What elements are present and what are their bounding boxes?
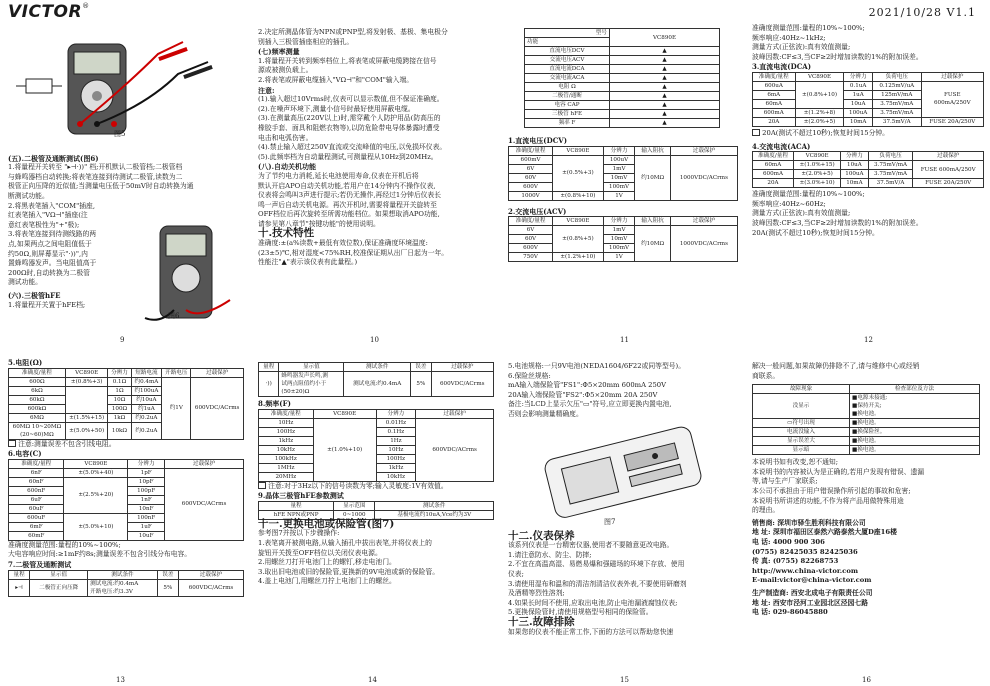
col2-intro <box>258 28 498 47</box>
resistance-table: 准确度/量程 VC890E 分辨力 短路电流 开路电压 过载保护 600Ω ±(0.8%+3) 0.1Ω 约0.4mA 约1V 600VDC/ACrms 6kΩ 1Ω 约100uA 60kΩ 10Ω 约10uA 600kΩ 100Ω 约1uA 6MΩ ±(1.5%+15) 1kΩ 约0.2uA 60MΩ 10~20MΩ (20~60)MΩ ±(5.0%+50) 10kΩ 约0.2uA <box>8 368 244 440</box>
text-line: 请参见第八章节"按键功能"的使用说明。 <box>258 219 380 228</box>
text-line: 电击和电弧伤害。 <box>258 133 313 142</box>
page-12 <box>752 24 984 238</box>
text-line: 6.保险丝规格: <box>508 371 551 380</box>
text-line: (23±5)℃,相对湿度<75%RH,校准保证期从出厂日起为一年。 <box>258 248 449 257</box>
page-13 <box>8 358 244 597</box>
warning-icon <box>752 129 760 136</box>
text-line: 解决一般问题,如果故障仍排除不了,请与维修中心或经销 <box>752 362 920 370</box>
section-tech-body <box>258 239 498 268</box>
table-row: ▭符号出现 ■换电池。 <box>753 419 980 428</box>
page-number: 10 <box>370 336 379 344</box>
aca-table: 准确度/量程 VC890E 分辨力 负荷电压 过载保护 60mA ±(1.0%+15) 10uA 3.75mV/mA FUSE 600mA/250V 600mA ±(2.0%+5) 100uA 3.75mV/mA 20A ±(3.0%+10) 10mA 37.5mV/A FUSE 20A/250V <box>752 151 984 188</box>
page-16 <box>752 362 984 618</box>
multimeter-figure-5 <box>8 24 244 144</box>
text-line: E-mail:victor@china-victor.com <box>752 576 872 585</box>
text-line: 及酒精等烈性溶剂; <box>508 589 565 598</box>
figure-7-caption: 图7 <box>604 518 616 526</box>
function-table: 型号 VC890E 功能 直流电压DCV ▲ 交流电压ACV ▲ 直流电流DCA ▲ 交流电流ACA ▲ 电阻 Ω ▲ 二极管/通断 ▲ 电容 CAP ▲ 三极管 hFE ▲ 频率 F ▲ <box>524 28 720 128</box>
dca-note: 20A(测试不超过10秒);恢复时间15分钟。 <box>752 129 984 139</box>
section-7-title: (七)频率测量 <box>258 47 300 57</box>
text-line: 测量方式(正弦波):真有效值测量; <box>752 43 851 52</box>
page-14 <box>258 362 498 587</box>
frequency-table: 准确度/量程 VC890E 分辨力 过载保护 10Hz ±(1.0%+10) 0.01Hz 600VDC/ACrms 100Hz 0.1Hz 1kHz 1Hz 10kHz 10Hz 100kHz 100Hz 1MHz 1kHz 20MHz 10kHz <box>258 409 494 482</box>
table-row: 没显示 ■电源未接通; ■保持开关; ■换电池。 <box>753 394 980 419</box>
maintenance-body <box>508 541 742 618</box>
text-line: 地 址: 深圳市福田区泰然六路泰然大厦D座16楼 <box>752 528 897 537</box>
table-row: 三极管 hFE ▲ <box>525 110 720 119</box>
text-line: (4).禁止输入超过250V直流或交流峰值的电压,以免损坏仪表。 <box>258 143 447 152</box>
section-6-line: 1.将量程开关置于hFE档; <box>8 300 86 309</box>
frequency-title: 8.频率(F) <box>258 399 291 408</box>
maintenance-title: 十二.仪表保养 <box>508 529 575 542</box>
page-number: 9 <box>120 336 125 344</box>
battery-fuse-title: 十一.更换电池或保险管(图7) <box>258 517 395 530</box>
aca-notes <box>752 190 984 238</box>
text-line: OFF档位后再次旋转至所需功能档位。如果想取消APO功能, <box>258 210 440 219</box>
hfe-title: 9.晶体三极管hFE参数测试 <box>258 491 344 501</box>
text-line: 该系列仪表是一台精密仪器,使用者不要随意更改电路。 <box>508 541 674 550</box>
text-line: 4.如果长时间不使用,应取出电池,防止电池漏液腐蚀仪表; <box>508 598 678 607</box>
text-line: 3.请使用湿布和温和的清洁剂清洁仪表外表,不要使用研磨剂 <box>508 579 687 588</box>
text-line: 波峰因数:CF≤3,当CF≥2时增加读数的1%的附加误差。 <box>752 218 923 227</box>
text-line: 大电容响应时间:≥1mF约8s;测量误差不包含引线分布电容。 <box>8 550 192 559</box>
continuity-table: 量程 显示值 测试条件 误差 过载保护 ·)) 蜂鸣器发声长鸣,测 试两点阻值约小于 (50±20)Ω 测试电流:约0.4mA 5% 600VDC/ACrms <box>258 362 494 397</box>
text-line: 点,如果两点之间电阻值低于 <box>8 239 92 248</box>
text-line: 1.请注意防水、防尘、防摔; <box>508 550 592 559</box>
page-9 <box>8 24 244 320</box>
table-row: 交流电压ACV ▲ <box>525 56 720 65</box>
section-5-title: (五).二极管及通断测试(图6) <box>8 153 99 163</box>
text-line: mA输入端保险管"FS1":Φ5×20mm 600mA 250V <box>508 381 667 390</box>
note-title: 注意: <box>258 85 275 95</box>
text-line: 2.不宜在高温高湿、易燃易爆和强磁场的环境下存放、使用 <box>508 560 685 569</box>
text-line: 极管正向压降的近似值;当测量电压低于50mV时自动转换为通 <box>8 182 194 191</box>
text-line: 频率响应:40Hz~60Hz; <box>752 199 826 208</box>
text-line: (3).在测量高压(220V以上)时,需穿戴个人防护用品(防高压的 <box>258 114 441 123</box>
table-row: 直流电压DCV ▲ <box>525 47 720 56</box>
text-line: 2.用螺丝刀打开电池门上的螺钉,移走电池门。 <box>258 558 396 567</box>
text-line: 准确度测量范围:量程的10%~100%; <box>8 540 121 549</box>
text-line: 准确度:±(a%读数+最低有效位数),保证准确度环境温度: <box>258 239 428 248</box>
text-line: 电 话: 029-86045880 <box>752 608 828 617</box>
text-line: 与蜂鸣器档自动转换;将表笔连接到待测试二极管,读数为二 <box>8 172 183 181</box>
text-line: 本说明书的内容被认为是正确的,若用户发现有错误、遗漏 <box>752 467 925 476</box>
text-line: 置蜂鸣器发声。当电阻值高于 <box>8 259 97 268</box>
table-row: 二极管/通断 ▲ <box>525 92 720 101</box>
battery-fuse-body <box>258 529 498 587</box>
text-line: 本公司不承担由于用户错误操作所引起的事故和危害; <box>752 486 911 495</box>
text-line: 红表笔插入"VΩ⊣"插座(注 <box>8 211 88 220</box>
acv-table: 准确度/量程 VC890E 分辨力 输入阻抗 过载保护 6V ±(0.8%+5) 1mV 约10MΩ 1000VDC/ACrms 60V 10mV 600V 100mV 750V ±(1.2%+10) 1V <box>508 216 738 262</box>
page-number: 11 <box>620 336 629 344</box>
text-line: 2.决定所测晶体管为NPN或PNP型,将发射极、基极、集电极分 <box>258 28 448 36</box>
capacitance-table: 准确度/量程 VC890E 分辨力 过载保护 6nF ±(5.0%+40) 1pF 600VDC/ACrms 60nF ±(2.5%+20) 10pF 600nF 100pF 6uF 1nF 60uF 10nF 600uF ±(5.0%+10) 100nF 6mF 1uF 60mF 10uF <box>8 459 244 541</box>
text-line: 测试功能。 <box>8 278 42 287</box>
seller-info <box>752 519 984 586</box>
text-line: (0755) 82425035 82425036 <box>752 547 858 556</box>
text-line: 参考图7并按以下步骤操作: <box>258 529 340 538</box>
text-line: (2).在噪声环境下,测量小信号时最好使用屏蔽电缆。 <box>258 104 415 113</box>
text-line: 的理由。 <box>752 506 780 515</box>
text-line: 3.将表笔连接到待测线路的两 <box>8 230 97 239</box>
text-line: 波峰因数:CF≤3,当CF≥2时增加读数的1%的附加误差。 <box>752 52 923 61</box>
page-11 <box>508 28 740 262</box>
text-line: 旋钮开关拨至OFF档位以关闭仪表电源。 <box>258 548 382 557</box>
figure-5-caption: 图5 <box>114 130 126 138</box>
table-row: 电流没输入 ■换保险丝。 <box>753 428 980 437</box>
manufacturer-info <box>752 589 984 618</box>
text-line: 商联系。 <box>752 371 780 380</box>
page-number: 15 <box>620 676 629 684</box>
text-line: 橡胶手套、面具和阻燃衣物等),以防危险带电导体暴露时遭受 <box>258 123 440 132</box>
victor-logo: VICTOR® <box>8 2 90 22</box>
text-line: 鸣一声后自动关机电源。再次开机时,需要将量程开关旋转至 <box>258 200 437 209</box>
text-line: 2.将表笔或屏蔽电缆插入"VΩ⊣"和"COM"输入端。 <box>258 75 414 84</box>
text-line: 否则会影响测量精确度。 <box>508 409 583 418</box>
resistance-title: 5.电阻(Ω) <box>8 358 43 367</box>
battery-door-figure-7 <box>508 422 740 522</box>
page-header <box>0 0 990 22</box>
acv-title: 2.交流电压(ACV) <box>508 206 567 216</box>
text-line: 1.表笔离开被测电路,从输入插孔中拔出表笔,并将仪表上的 <box>258 538 432 547</box>
resistance-note: 注意:测量误差不包含引线电阻。 <box>8 440 244 450</box>
section-tech-title: 十.技术特性 <box>258 227 315 240</box>
text-line: (5).此频率档为自动量程测试,可测量程从10Hz到20MHz。 <box>258 152 438 161</box>
page-number: 16 <box>862 676 871 684</box>
table-row: 交流电流ACA ▲ <box>525 74 720 83</box>
page-number: 13 <box>116 676 125 684</box>
text-line: (1).输入超过10Vrms时,仪表可以显示数值,但不保证准确度。 <box>258 95 444 104</box>
text-line: 销售商: 深圳市驿生胜利科技有限公司 <box>752 518 866 527</box>
page-number: 14 <box>368 676 377 684</box>
troubleshooting-line: 如果您的仪表不能正常工作,下面的方法可以帮助您快速 <box>508 627 674 636</box>
warning-icon <box>258 482 266 489</box>
text-line: 意红表笔极性为"+"极); <box>8 220 80 229</box>
table-row: 电容 CAP ▲ <box>525 101 720 110</box>
troubleshooting-title: 十三.故障排除 <box>508 615 575 628</box>
text-line: 生产制造商: 西安北成电子有限责任公司 <box>752 588 873 597</box>
col7-intro <box>508 362 742 420</box>
multimeter-figure-6 <box>140 220 240 330</box>
page-10 <box>258 28 498 268</box>
warning-icon <box>8 440 16 447</box>
text-line: 200Ω时,自动转换为二极管 <box>8 268 90 277</box>
diode-table: 量程 显示值 测试条件 误差 过载保护 ▸⊣ 二极管正向压降 测试电流:约0.4mA 开路电压:约3.3V 5% 600VDC/ACrms <box>8 570 244 597</box>
col8-intro <box>752 362 984 381</box>
text-line: 别插入三极管插座相应的插孔。 <box>258 37 354 46</box>
text-line: 5.电池规格:一只9V电池(NEDA1604/6F22或同等型号)。 <box>508 362 686 370</box>
dcv-title: 1.直流电压(DCV) <box>508 136 568 145</box>
text-line: 默认开启APO自动关机功能,若用户在14分钟内不操作仪表, <box>258 181 436 190</box>
capacitance-notes <box>8 541 244 560</box>
table-row: 直流电流DCA ▲ <box>525 65 720 74</box>
text-line: 性能注"▲"表示该仪表有此量程。) <box>258 258 358 267</box>
text-line: 约50Ω,则屏幕显示"·))",内 <box>8 249 88 258</box>
aca-title: 4.交流电流(ACA) <box>752 141 811 151</box>
section-8-title: (八).自动关机功能 <box>258 162 317 172</box>
text-line: 20A(测试不超过10秒);恢复时间15分钟。 <box>752 228 879 237</box>
text-line: 2.将黑表笔插入"COM"插座, <box>8 201 96 210</box>
section-6-title: (六).三极管hFE <box>8 290 61 300</box>
capacitance-title: 6.电容(C) <box>8 449 42 459</box>
figure-6-caption: 图6 <box>168 312 180 320</box>
text-line: http://www.china-victor.com <box>752 566 859 575</box>
text-line: 频率响应:40Hz~1kHz; <box>752 33 826 42</box>
text-line: 仪表将会鸣叫3声进行提示;若仍无操作,再经过1分钟后仪表长 <box>258 191 442 200</box>
page-15 <box>508 362 742 637</box>
dcv-table: 准确度/量程 VC890E 分辨力 输入阻抗 过载保护 600mV ±(0.5%+3) 100uV 约10MΩ 1000VDC/ACrms 6V 1mV 60V 10mV 600V 100mV 1000V ±(0.8%+10) 1V <box>508 146 738 201</box>
diode-title: 7.二极管及通断测试 <box>8 559 72 569</box>
dca-title: 3.直流电流(DCA) <box>752 62 812 72</box>
hfe-table: 量程 显示范围 测试条件 hFE NPN或PNP 0~1000 基极电流约10uA,Vce约为3V <box>258 501 494 520</box>
text-line: 电 话: 4000 900 306 <box>752 537 825 546</box>
text-line: 1.将量程开关转至 "▸⊣·))" 档;开机默认二极管档;二极管档 <box>8 163 183 172</box>
table-row: 电阻 Ω ▲ <box>525 83 720 92</box>
text-line: 4.盖上电池门,用螺丝刀拧上电池门上的螺丝。 <box>258 577 396 586</box>
text-line: 地 址: 西安市泾河工业园北区泾园七路 <box>752 598 868 607</box>
table-row: 频率 F ▲ <box>525 119 720 128</box>
text-line: 1.将量程开关转到频率档位上,将表笔或屏蔽电缆跨接在信号 <box>258 56 437 65</box>
section-7-body <box>258 57 498 86</box>
text-line: 准确度测量范围:量程的10%~100%; <box>752 190 865 199</box>
text-line: 测量方式(正弦波):真有效值测量; <box>752 209 851 218</box>
text-line: 准确度测量范围:量程的10%~100%; <box>752 24 865 32</box>
dca-table: 准确度/量程 VC890E 分辨力 负荷电压 过载保护 600uA ±(0.8%+10) 0.1uA 0.125mV/uA FUSE 600mA/250V 6mA 1uA 125mV/mA 60mA 10uA 3.75mV/mA 600mA ±(1.2%+8) 100uA 3.75mV/mA 20A ±(2.0%+5) 10mA 37.5mV/A FUSE 20A/250V <box>752 72 984 127</box>
text-line: 断测试功能。 <box>8 191 49 200</box>
text-line: 备注:当LCD上显示欠压"▭"符号,应立即更换内置电池, <box>508 400 672 409</box>
text-line: 仪表; <box>508 569 524 578</box>
text-line: 20A输入端保险管"FS2":Φ5×20mm 20A 250V <box>508 390 658 399</box>
text-line: 5.更换保险管时,请使用规格型号相同的保险管。 <box>508 608 653 617</box>
col4-intro <box>752 24 984 62</box>
text-line: 源或被测负载上。 <box>258 66 313 75</box>
notes-body <box>258 95 498 162</box>
frequency-note: 注意:对于3Hz以下的信号读数为零;输入灵敏度:1V有效值。 <box>258 482 498 492</box>
section-8-body <box>258 172 498 230</box>
fault-table: 故障现象 检查部位及方法 没显示 ■电源未接通; ■保持开关; ■换电池。 ▭符号出现 ■换电池。 电流没输入 ■换保险丝。 显示误差大 ■换电池。 显示暗 ■换电池。 <box>752 384 980 455</box>
text-line: 3.取出旧电池或旧的保险管,更换新的9V电池或新的保险管。 <box>258 567 440 576</box>
text-line: 等,请与生产厂家联系; <box>752 477 818 486</box>
disclaimer-notes <box>752 458 984 516</box>
text-line: 传 真: (0755) 82268753 <box>752 557 839 566</box>
page-number: 12 <box>864 336 873 344</box>
text-line: 本说明书如有改变,恕不通知; <box>752 458 839 467</box>
version-date: 2021/10/28 V1.1 <box>868 6 976 19</box>
text-line: 为了节约电力消耗,延长电池使用寿命,仪表在开机后将 <box>258 171 419 180</box>
table-row: 显示误差大 ■换电池。 <box>753 437 980 446</box>
table-row: 显示暗 ■换电池。 <box>753 446 980 455</box>
text-line: 本说明书所讲述的功能,不作为将产品用做特殊用途 <box>752 496 904 505</box>
